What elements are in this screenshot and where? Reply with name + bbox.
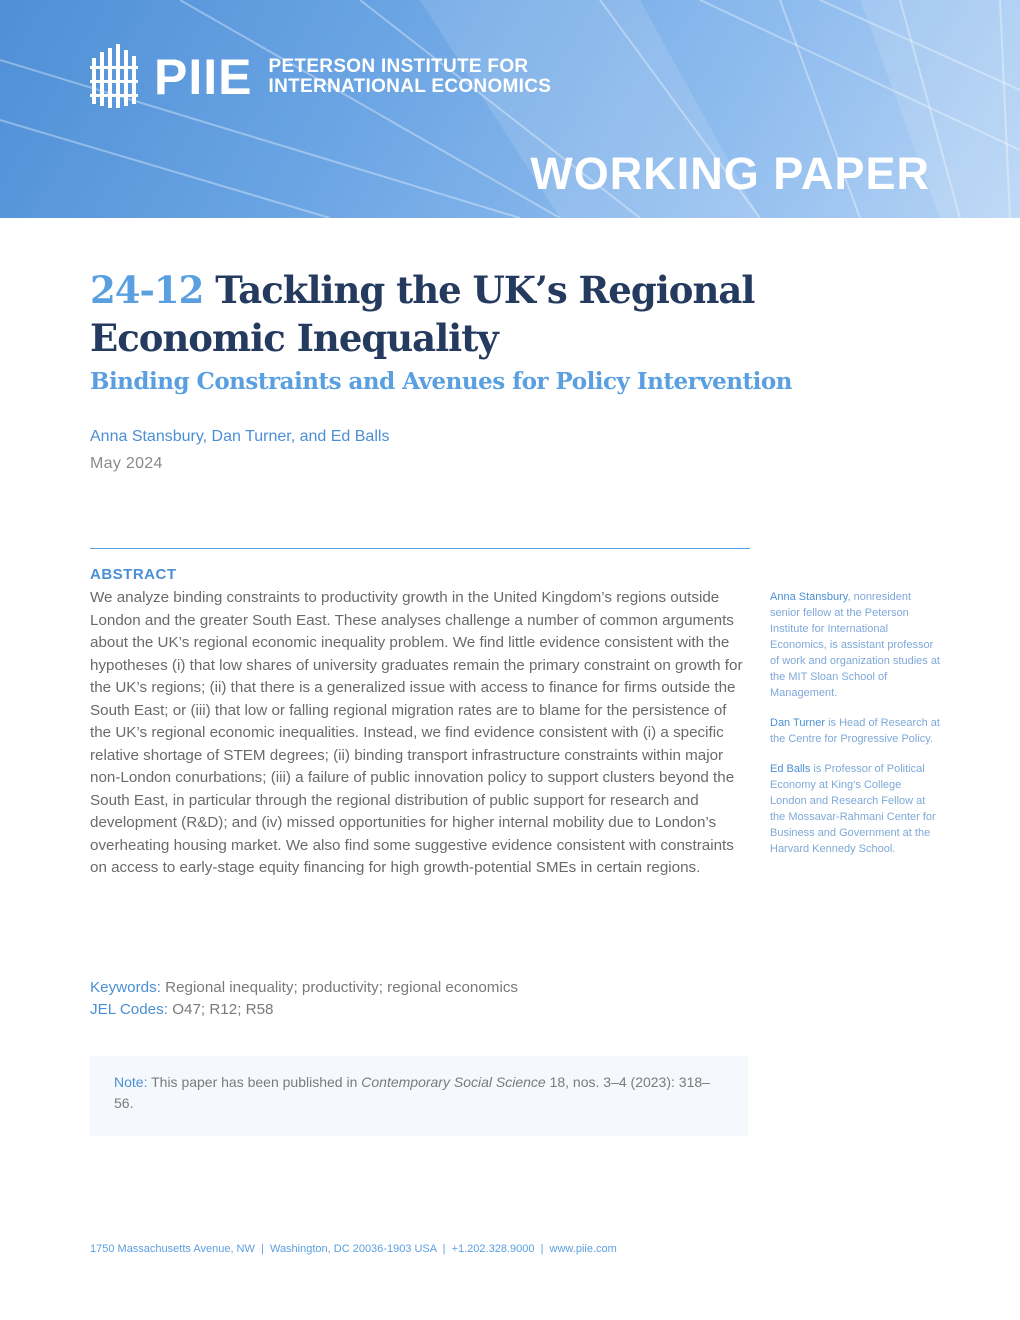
jel-value: O47; R12; R58 xyxy=(172,1001,274,1018)
logo-institute-name xyxy=(268,57,551,97)
abstract-heading: ABSTRACT xyxy=(90,566,177,583)
keywords-line xyxy=(90,977,518,999)
abstract-text: We analyze binding constraints to productivity growth in the United Kingdom’s regions outside London and the greater South East. These analyses challenge a number of common arguments about the UK’s regional economic inequality problem. We find little evidence consistent with the hypotheses (i) that low shares of university graduates remain the primary constraint on growth for the UK’s regions; (ii) that there is a generalized issue with access to finance for firms outside the South East; or (iii) that low or falling regional migration rates are to blame for the persistence of the UK’s regional economic inequalities. Instead, we find evidence consistent with (i) a specific relative shortage of STEM degrees; (ii) binding transport infrastructure constraints within major non-London conurbations; (iii) a failure of public innovation policy to support clusters beyond the South East, in particular through the regional distribution of public support for research and development (R&D); and (iv) missed opportunities for higher internal mobility due to London’s overheating housing market. We also find some suggestive evidence consistent with constraints on access to early-stage equity financing for high growth-potential SMEs in certain regions. xyxy=(90,589,743,876)
keywords-value: Regional inequality; productivity; regional economics xyxy=(165,979,519,996)
author-bios xyxy=(770,589,940,871)
logo-acronym: PIIE xyxy=(154,49,253,105)
header-banner xyxy=(0,0,1020,218)
bio-text: is Professor of Political Economy at King’s College London and Research Fellow at the Mossavar-Rahmani Center for Business and Government at the Harvard Kennedy School. xyxy=(770,763,936,855)
bio-name: Ed Balls xyxy=(770,763,811,775)
keywords-label: Keywords: xyxy=(90,979,161,996)
bio-anna-stansbury xyxy=(770,589,940,701)
footer-contact: 1750 Massachusetts Avenue, NW | Washington, DC 20036-1903 USA | +1.202.328.9000 | www.piie.com xyxy=(90,1243,617,1255)
bio-dan-turner xyxy=(770,715,940,747)
section-divider xyxy=(90,548,750,549)
note-text1: This paper has been published in xyxy=(151,1074,358,1090)
bio-text: , nonresident senior fellow at the Peterson Institute for International Economics, is assistant professor of work and organization studies at the MIT Sloan School of Management. xyxy=(770,591,940,699)
logo-name-line2: INTERNATIONAL ECONOMICS xyxy=(268,76,552,97)
jel-label: JEL Codes: xyxy=(90,1001,168,1018)
publication-date: May 2024 xyxy=(90,455,163,472)
logo-name-line1: PETERSON INSTITUTE FOR xyxy=(268,56,529,77)
paper-authors: Anna Stansbury, Dan Turner, and Ed Balls xyxy=(90,428,390,445)
bio-name: Dan Turner xyxy=(770,717,826,729)
jel-line xyxy=(90,999,518,1021)
paper-number: 24-12 xyxy=(90,268,204,312)
paper-title xyxy=(90,266,790,362)
title-part1: Tackling the UK’s Regional xyxy=(215,268,755,312)
note-journal: Contemporary Social Science xyxy=(361,1074,546,1090)
keywords-block xyxy=(90,977,518,1021)
publication-note xyxy=(90,1056,748,1136)
bio-text: is Head of Research at the Centre for Progressive Policy. xyxy=(770,717,940,745)
paper-subtitle: Binding Constraints and Avenues for Policy Intervention xyxy=(90,368,792,395)
bio-ed-balls xyxy=(770,761,940,857)
piie-building-icon xyxy=(90,44,140,110)
title-part2: Economic Inequality xyxy=(90,316,498,360)
note-text2: 18, nos. 3–4 (2023): 318–56. xyxy=(114,1074,710,1111)
document-type-label: WORKING PAPER xyxy=(530,148,930,199)
piie-logo[interactable] xyxy=(90,44,551,110)
note-label: Note: xyxy=(114,1074,148,1090)
bio-name: Anna Stansbury xyxy=(770,591,848,603)
